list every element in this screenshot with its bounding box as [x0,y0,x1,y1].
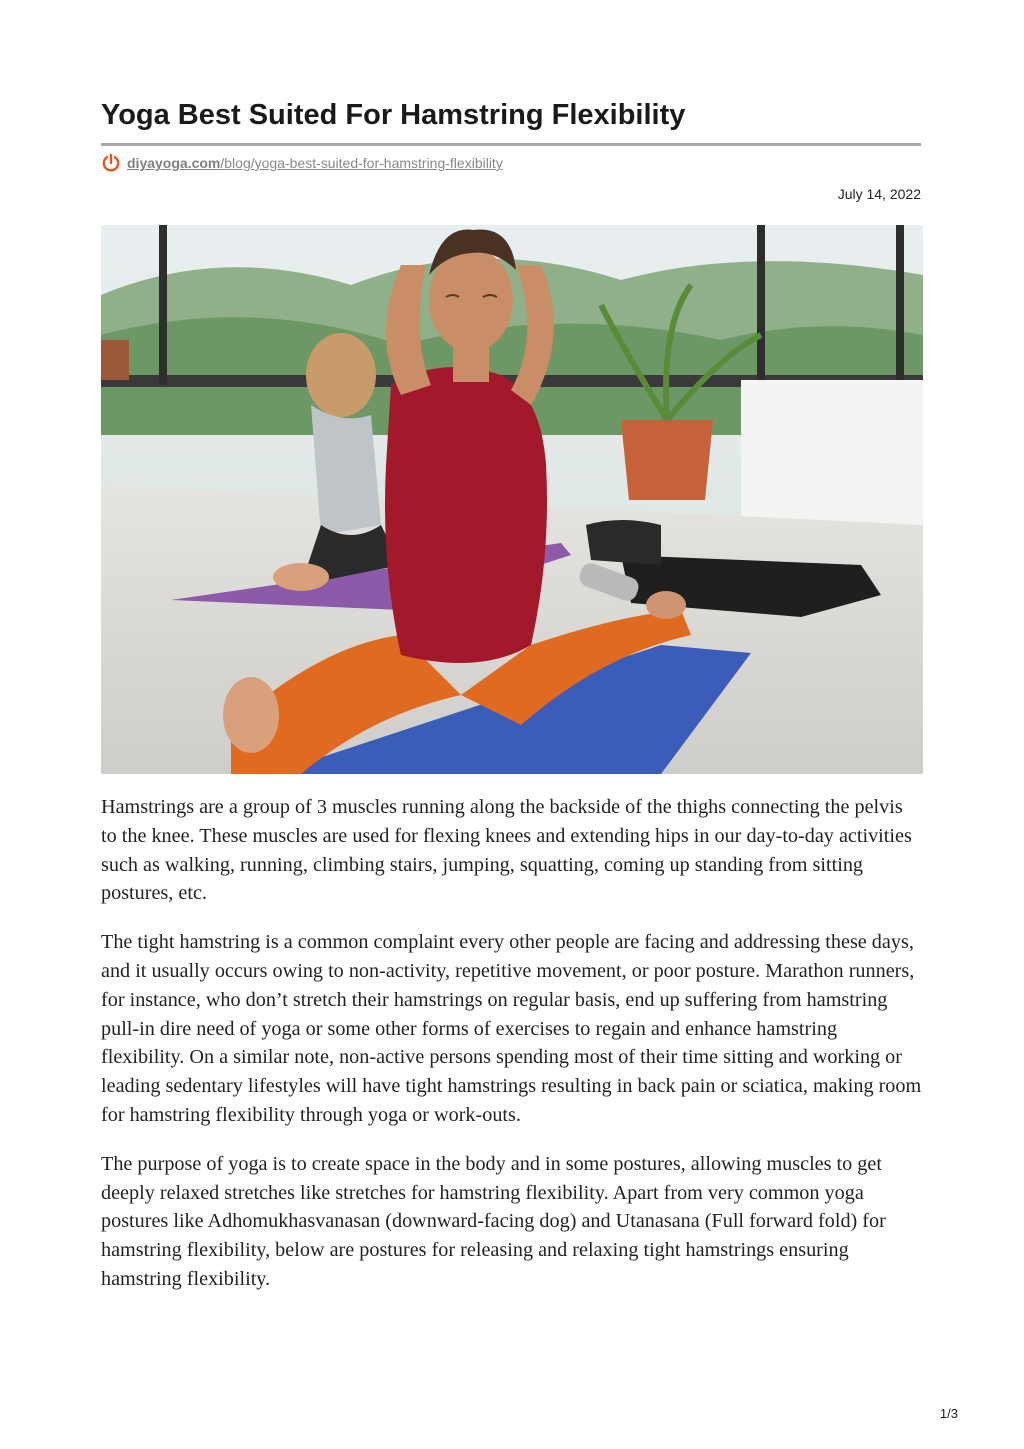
paragraph: Hamstrings are a group of 3 muscles running along the backside of the thighs connecting the pelvis to the knee. These muscles are used for flexing knees and extending hips in our day-to-day activities such as walking, running, climbing stairs, jumping, squatting, coming up standing from sitting postures, etc. [101,796,912,905]
article-body [101,793,923,1314]
source-link[interactable] [101,152,503,174]
paragraph: The tight hamstring is a common complaint every other people are facing and addressing these days, and it usually occurs owing to non-activity, repetitive movement, or poor posture. Marathon runners, for instance, who don’t stretch their hamstrings on regular basis, end up suffering from hamstring pull-in dire need of yoga or some other forms of exercises to regain and enhance hamstring flexibility. On a similar note, non-active persons spending most of their time sitting and working or leading sedentary lifestyles will have tight hamstrings resulting in back pain or sciatica, making room for hamstring flexibility through yoga or work-outs. [101,931,922,1126]
power-icon [101,153,121,173]
page-number: 1/3 [939,1406,958,1421]
publish-date: July 14, 2022 [837,186,921,202]
title-divider [101,143,921,146]
paragraph: The purpose of yoga is to create space in the body and in some postures, allowing muscles to get deeply relaxed stretches like stretches for hamstring flexibility. Apart from very common yoga postures like Adhomukhasvanasan (downward-facing dog) and Utanasana (Full forward fold) for hamstring flexibility, below are postures for releasing and relaxing tight hamstrings ensuring hamstring flexibility. [101,1152,886,1290]
source-path[interactable]: /blog/yoga-best-suited-for-hamstring-flexibility [220,155,503,171]
hero-image [101,225,923,774]
article-title: Yoga Best Suited For Hamstring Flexibility [101,99,686,131]
source-domain[interactable]: diyayoga.com [127,155,221,171]
